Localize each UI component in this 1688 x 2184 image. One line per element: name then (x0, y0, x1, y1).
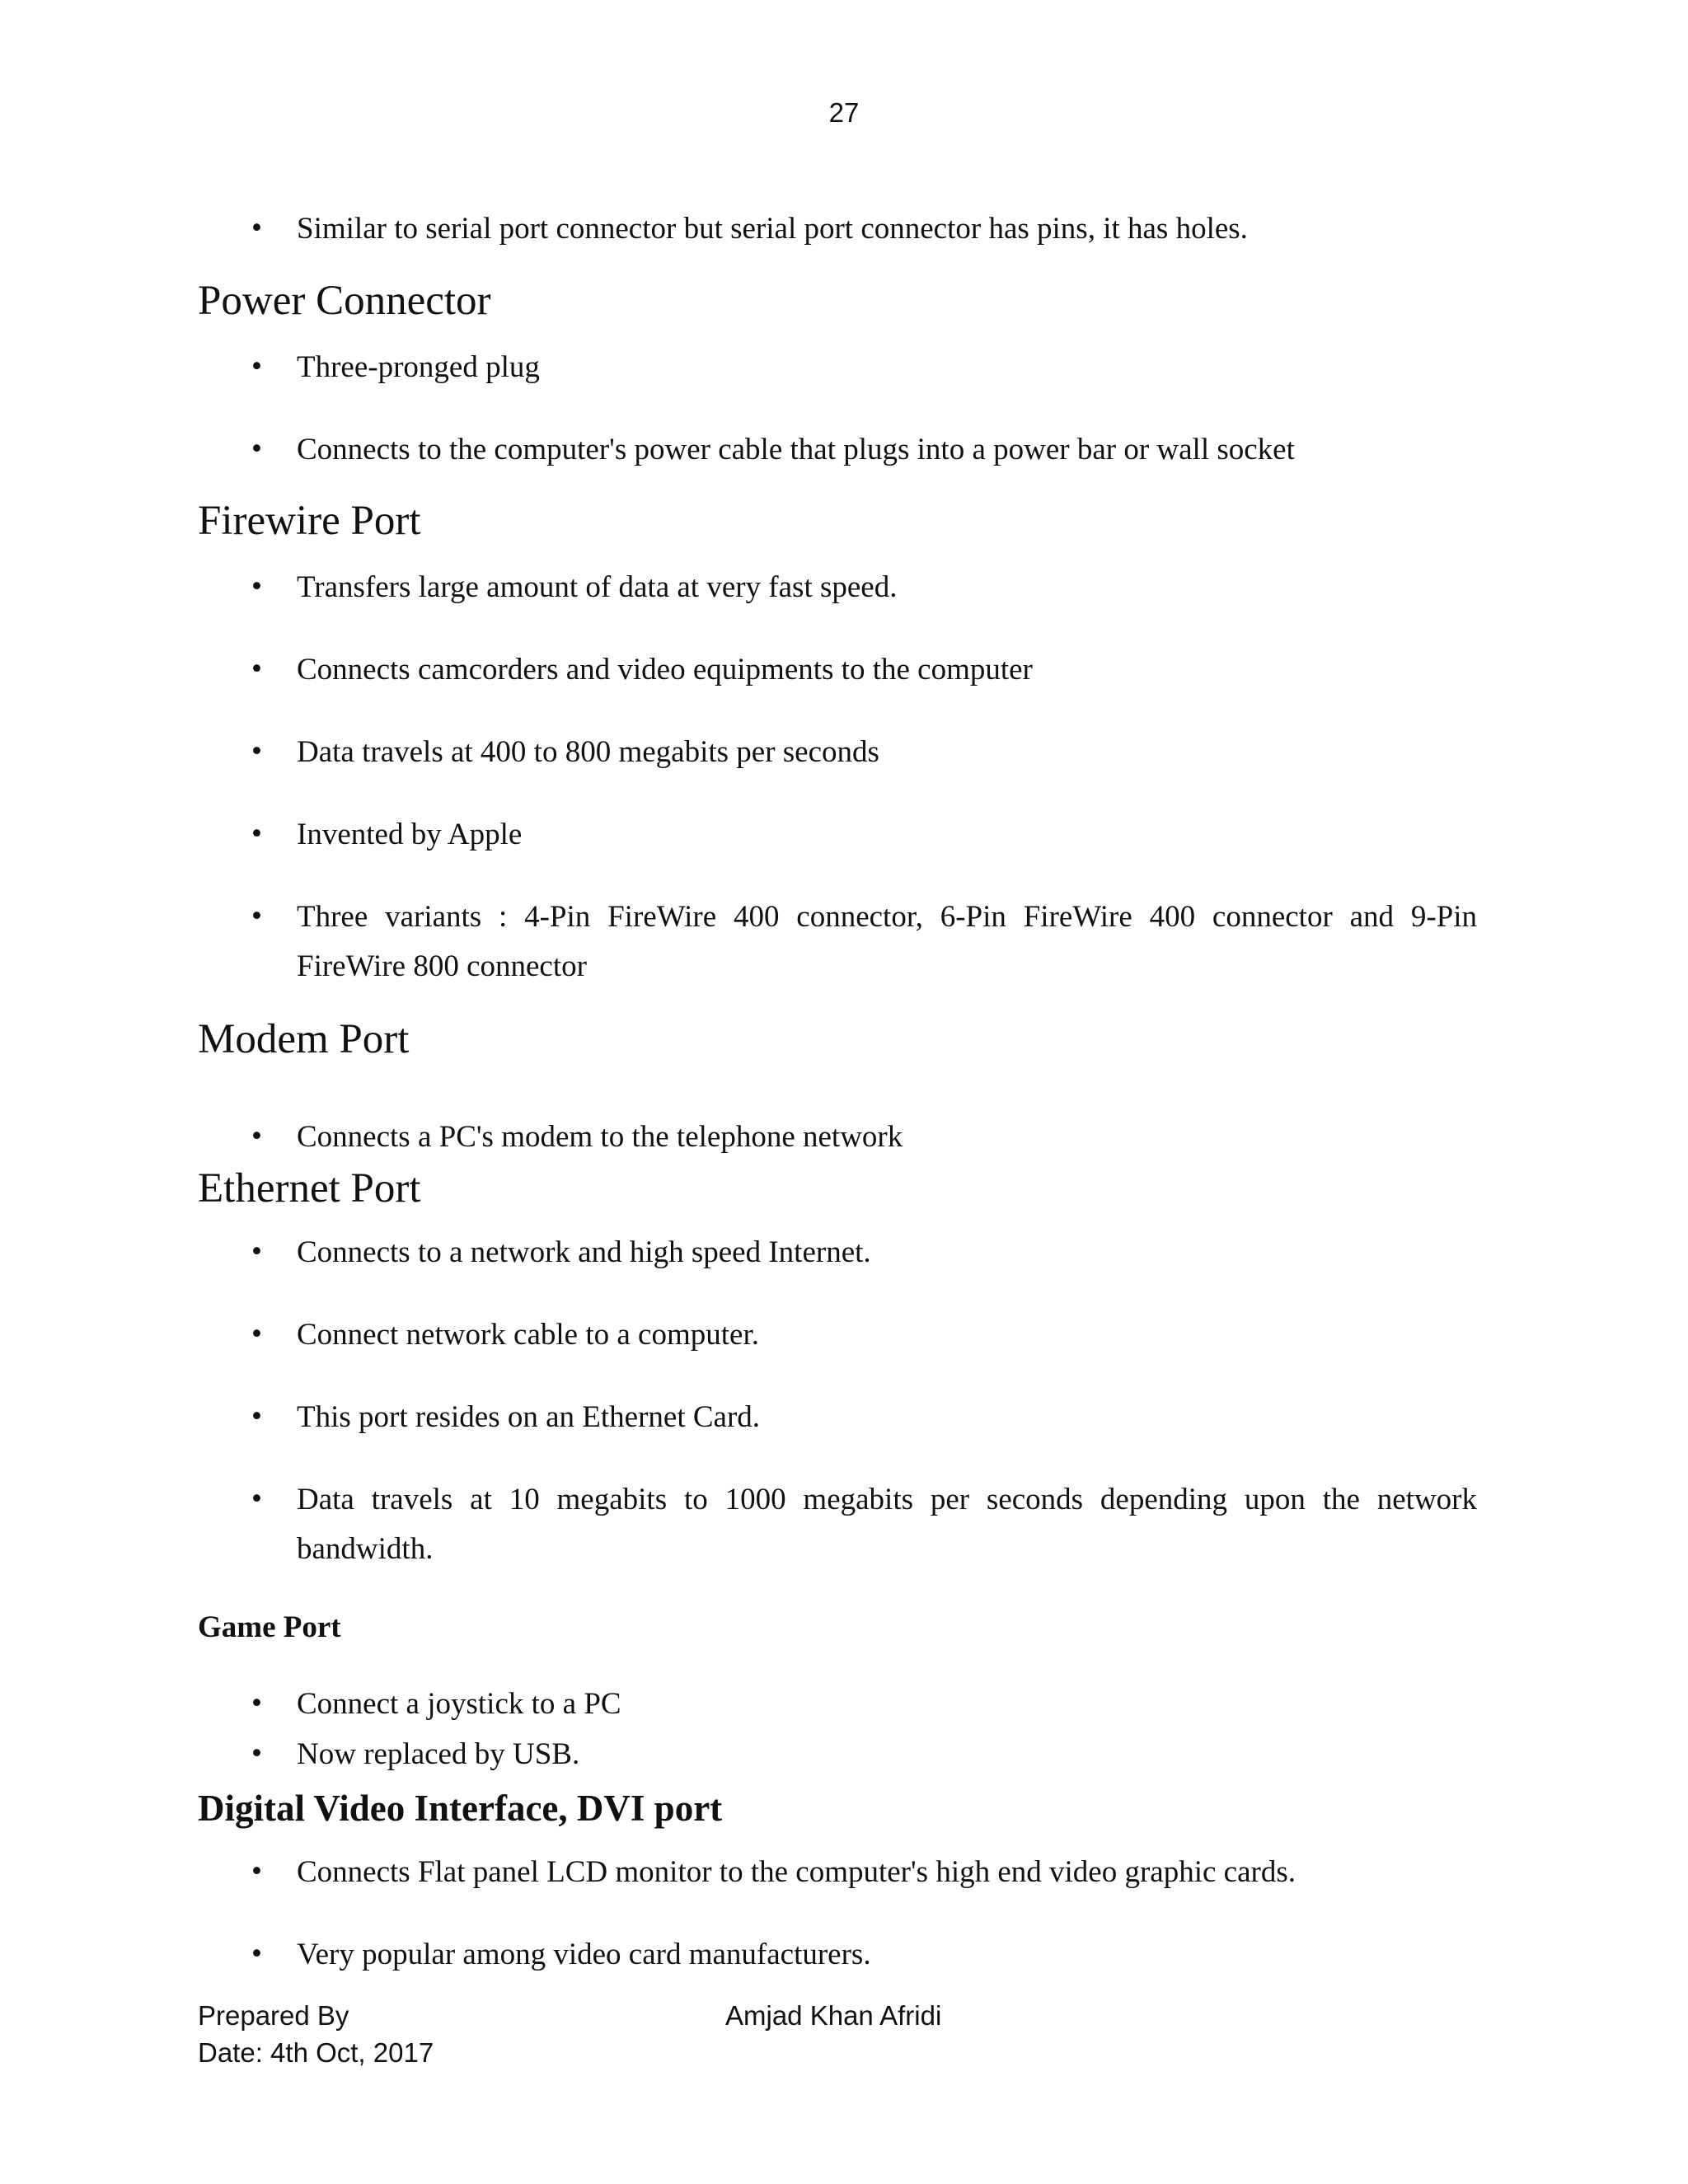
list-item: Transfers large amount of data at very fast speed. (297, 570, 898, 604)
bullet-icon: • (251, 569, 262, 603)
list-item: Connect network cable to a computer. (297, 1318, 759, 1352)
section-heading-power: Power Connector (198, 278, 491, 324)
bullet-icon: • (251, 652, 262, 686)
bullet-icon: • (251, 1317, 262, 1351)
bullet-icon: • (251, 734, 262, 768)
list-item: Data travels at 10 megabits to 1000 megabits per seconds depending upon the network bandwidth. (297, 1483, 1477, 1566)
bullet-icon: • (251, 1482, 262, 1516)
section-heading-dvi: Digital Video Interface, DVI port (198, 1788, 723, 1829)
list-item: Now replaced by USB. (297, 1737, 580, 1771)
section-heading-modem: Modem Port (198, 1016, 410, 1062)
list-item: This port resides on an Ethernet Card. (297, 1400, 761, 1434)
bullet-icon: • (251, 1686, 262, 1720)
bullet-icon: • (251, 211, 262, 245)
section-heading-ethernet: Ethernet Port (198, 1165, 421, 1212)
footer-author: Amjad Khan Afridi (725, 2000, 942, 2031)
list-item: Very popular among video card manufacturers. (297, 1938, 871, 1971)
list-item: Connects camcorders and video equipments to the computer (297, 653, 1033, 687)
list-item: Invented by Apple (297, 818, 523, 851)
bullet-icon: • (251, 1119, 262, 1153)
list-item: Connects Flat panel LCD monitor to the computer's high end video graphic cards. (297, 1855, 1296, 1889)
list-item: Three variants : 4-Pin FireWire 400 connector, 6-Pin FireWire 400 connector and 9-Pin FireWire 800 connector (297, 900, 1477, 983)
bullet-icon: • (251, 1235, 262, 1268)
bullet-icon: • (251, 349, 262, 383)
bullet-icon: • (251, 432, 262, 466)
footer-date: Date: 4th Oct, 2017 (198, 2037, 434, 2068)
section-heading-firewire: Firewire Port (198, 498, 421, 544)
list-item: Data travels at 400 to 800 megabits per seconds (297, 735, 879, 769)
list-item: Connects a PC's modem to the telephone network (297, 1120, 903, 1154)
bullet-icon: • (251, 1854, 262, 1888)
list-item: Three-pronged plug (297, 350, 540, 384)
bullet-icon: • (251, 1937, 262, 1971)
list-item: Connects to a network and high speed Internet. (297, 1235, 871, 1269)
list-item: Similar to serial port connector but serial port connector has pins, it has holes. (297, 212, 1248, 246)
list-item: Connect a joystick to a PC (297, 1687, 621, 1721)
list-item: Connects to the computer's power cable that plugs into a power bar or wall socket (297, 433, 1295, 466)
footer-prepared-by: Prepared By (198, 2000, 349, 2031)
bullet-icon: • (251, 1399, 262, 1433)
bullet-icon: • (251, 817, 262, 851)
bullet-icon: • (251, 1736, 262, 1770)
page-number: 27 (828, 97, 860, 128)
bullet-icon: • (251, 899, 262, 933)
section-heading-game: Game Port (198, 1610, 341, 1644)
